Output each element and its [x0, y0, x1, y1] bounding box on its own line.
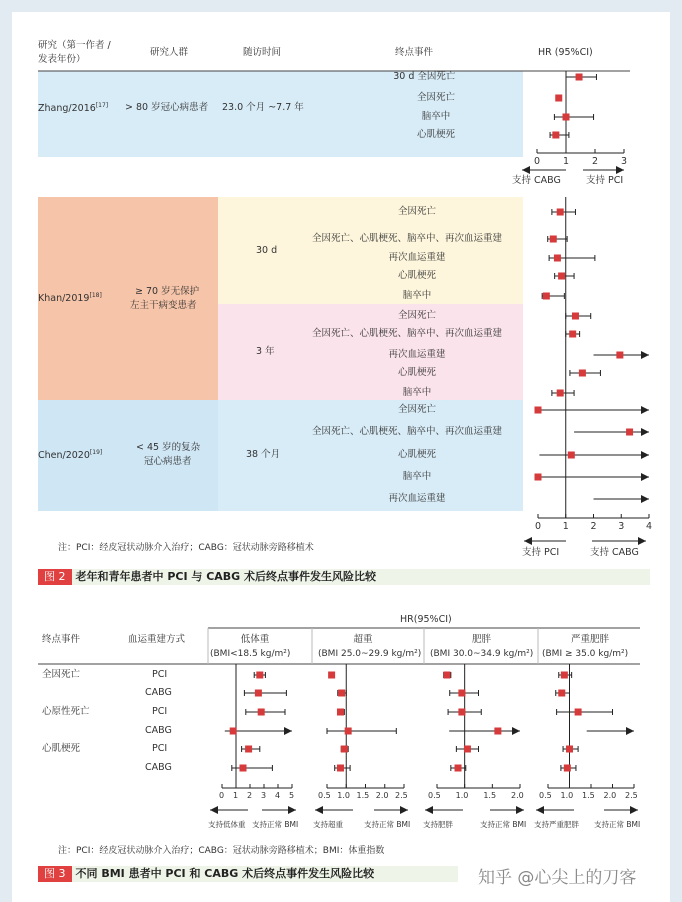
fig3-panel2-tick-label: 1.0: [455, 791, 469, 800]
fig3-panel1-left-arrow: [315, 806, 323, 814]
fig3-panel1-row-point: [337, 709, 344, 716]
fig2-top-right-label: 支持 PCI: [586, 175, 624, 186]
fig3-panel2-right-arrow: [516, 806, 524, 814]
fig2-bottom-endpoint-label: 全因死亡: [398, 206, 437, 217]
fig3-panel3-right-arrow: [630, 806, 638, 814]
header-study-line2: 发表年份）: [38, 54, 86, 65]
fig2-bottom-endpoint-label: 全因死亡: [398, 404, 437, 415]
fig3-endpoint-label: 心原性死亡: [42, 706, 90, 717]
fig2-bottom-endpoint-label: 心肌梗死: [398, 449, 437, 460]
fig2-bottom-endpoint-label: 全因死亡、心肌梗死、脑卒中、再次血运重建: [312, 426, 503, 437]
fig3-method-label: CABG: [145, 725, 172, 736]
fig3-panel0-right-arrow: [288, 806, 296, 814]
followup-chen: 38 个月: [246, 449, 281, 460]
fig3-panel-right-label: 支持正常 BMI: [594, 820, 641, 829]
fig3-panel2-row-point: [458, 709, 465, 716]
fig3-panel3-tick-label: 2.0: [603, 791, 617, 800]
fig3-panel3-row-point: [575, 709, 582, 716]
fig3-panel-range: (BMI 25.0~29.9 kg/m²): [318, 649, 422, 659]
fig3-panel2-tick-label: 0.5: [428, 791, 441, 800]
fig2-bottom-tick-label: 2: [590, 521, 597, 532]
fig3-panel1-tick-label: 0.5: [318, 791, 331, 800]
fig2-bottom-tick-label: 3: [618, 521, 625, 532]
fig3-panel0-tick-label: 4: [275, 791, 281, 800]
fig3-panel0-tick-label: 2: [247, 791, 253, 800]
fig3-panel0-tick-label: 5: [289, 791, 295, 800]
fig2-top-tick-label: 2: [592, 156, 599, 167]
fig3-panel-range: (BMI<18.5 kg/m²): [210, 649, 291, 659]
fig3-panel0-left-arrow: [210, 806, 218, 814]
figure3-col-endpoint: 终点事件: [42, 634, 81, 645]
population-zhang: > 80 岁冠心病患者: [125, 102, 209, 113]
fig2-bottom-endpoint-label: 心肌梗死: [398, 367, 437, 378]
fig3-panel1-right-arrow: [400, 806, 408, 814]
fig3-panel1-row-point: [337, 765, 344, 772]
fig3-panel2-row-arrow: [512, 727, 520, 735]
fig3-panel2-row-point: [455, 765, 462, 772]
study-khan: Khan/2019[18]: [38, 292, 102, 305]
fig3-method-label: PCI: [152, 669, 168, 680]
study-zhang: Zhang/2016[17]: [38, 102, 109, 115]
fig2-bottom-tick-label: 1: [562, 521, 569, 532]
header-followup: 随访时间: [243, 47, 282, 58]
fig3-panel-title: 超重: [353, 634, 373, 645]
fig3-panel0-row-arrow: [284, 727, 292, 735]
fig3-panel1-tick-label: 2.0: [375, 791, 389, 800]
fig3-panel2-left-arrow: [425, 806, 433, 814]
fig3-method-label: PCI: [152, 743, 168, 754]
fig3-panel1-tick-label: 1.0: [337, 791, 350, 800]
fig3-panel2-tick-label: 1.5: [483, 791, 497, 800]
fig3-panel0-row-point: [230, 728, 237, 735]
fig3-panel1-tick-label: 2.5: [395, 791, 408, 800]
fig3-method-label: CABG: [145, 762, 172, 773]
fig2-bottom-endpoint-label: 全因死亡: [398, 310, 437, 321]
fig3-panel-range: (BMI 30.0~34.9 kg/m²): [430, 649, 534, 659]
fig2-bottom-endpoint-label: 脑卒中: [402, 387, 432, 398]
fig3-panel0-tick-label: 0: [219, 791, 225, 800]
fig2-bottom-endpoint-label: 全因死亡、心肌梗死、脑卒中、再次血运重建: [312, 328, 503, 339]
fig3-panel-right-label: 支持正常 BMI: [480, 820, 527, 829]
fig3-panel3-row-point: [566, 746, 573, 753]
fig3-panel0-tick-label: 3: [261, 791, 267, 800]
population-chen-line2: 冠心病患者: [144, 456, 192, 467]
fig3-panel3-tick-label: 2.5: [625, 791, 638, 800]
fig3-panel1-row-point: [328, 672, 335, 679]
figure3-caption-text: 不同 BMI 患者中 PCI 和 CABG 术后终点事件发生风险比较: [75, 867, 375, 880]
watermark: 知乎 @心尖上的刀客: [478, 868, 637, 888]
figure2-caption-text: 老年和青年患者中 PCI 与 CABG 术后终点事件发生风险比较: [75, 570, 377, 583]
fig3-panel0-row-point: [258, 709, 265, 716]
fig3-panel3-row-arrow: [626, 727, 634, 735]
figure2-note: 注：PCI：经皮冠状动脉介入治疗；CABG：冠状动脉旁路移植术: [58, 543, 314, 553]
fig2-top-left-label: 支持 CABG: [512, 175, 561, 186]
fig2-top-tick-label: 1: [563, 156, 570, 167]
fig3-panel-left-label: 支持低体重: [208, 820, 246, 829]
figure2-caption-tag: 图 2: [38, 569, 72, 585]
fig2-bottom-endpoint-label: 再次血运重建: [388, 349, 446, 360]
fig2-bottom-endpoint-label: 心肌梗死: [398, 270, 437, 281]
fig3-panel2-row-point: [494, 728, 501, 735]
fig3-panel1-row-point: [345, 728, 352, 735]
fig3-panel3-tick-label: 1.5: [582, 791, 595, 800]
fig3-panel-range: (BMI ≥ 35.0 kg/m²): [542, 649, 629, 659]
fig3-panel2-tick-label: 2.0: [511, 791, 524, 800]
fig3-panel-right-label: 支持正常 BMI: [364, 820, 411, 829]
fig3-panel0-row-point: [255, 690, 262, 697]
followup-khan-30d: 30 d: [256, 245, 278, 256]
fig3-panel-title: 肥胖: [472, 634, 492, 645]
fig2-bottom-endpoint-label: 脑卒中: [402, 471, 432, 482]
fig3-panel3-tick-label: 1.0: [560, 791, 574, 800]
fig3-panel3-tick-label: 0.5: [539, 791, 552, 800]
figure3-note: 注：PCI：经皮冠状动脉介入治疗；CABG：冠状动脉旁路移植术；BMI：体重指数: [58, 846, 385, 856]
fig3-panel3-row-point: [564, 765, 571, 772]
fig3-panel-title: 低体重: [240, 634, 270, 645]
fig3-panel1-tick-label: 1.5: [356, 791, 370, 800]
fig3-panel3-row-point: [558, 690, 565, 697]
population-khan-line1: ≥ 70 岁无保护: [135, 286, 200, 297]
fig2-bottom-tick-label: 0: [535, 521, 542, 532]
figure3-hr-title: HR(95%CI): [400, 614, 452, 625]
fig3-panel1-row-point: [338, 690, 345, 697]
fig2-top-endpoint-label: 脑卒中: [421, 111, 451, 122]
fig3-panel0-row-point: [245, 746, 252, 753]
header-population: 研究人群: [150, 47, 189, 58]
followup-zhang: 23.0 个月 ~7.7 年: [222, 102, 304, 113]
fig3-panel0-row-point: [256, 672, 263, 679]
figure3-caption: [38, 866, 458, 882]
fig3-panel-title: 严重肥胖: [571, 634, 610, 645]
population-khan-line2: 左主干病变患者: [130, 300, 197, 311]
fig3-panel-left-label: 支持严重肥胖: [534, 820, 579, 829]
fig2-top-tick-label: 0: [534, 156, 541, 167]
fig3-panel1-row-point: [341, 746, 348, 753]
fig3-panel2-row-point: [458, 690, 465, 697]
fig2-bottom-tick-label: 4: [646, 521, 653, 532]
fig2-bottom-endpoint-label: 再次血运重建: [388, 252, 446, 263]
header-study: 研究（第一作者 /: [38, 40, 111, 51]
fig2-top-tick-label: 3: [621, 156, 628, 167]
fig3-method-label: PCI: [152, 706, 168, 717]
population-chen-line1: < 45 岁的复杂: [136, 442, 201, 453]
fig2-bottom-left-label: 支持 PCI: [522, 547, 560, 558]
fig3-panel0-row-point: [240, 765, 247, 772]
fig3-panel2-row-point: [443, 672, 450, 679]
fig2-top-endpoint-label: 全因死亡: [417, 92, 456, 103]
fig2-top-endpoint-label: 心肌梗死: [417, 129, 456, 140]
fig3-method-label: CABG: [145, 687, 172, 698]
header-endpoint: 终点事件: [395, 47, 434, 58]
fig3-panel3-row-point: [561, 672, 568, 679]
figure3-caption-tag: 图 3: [38, 866, 72, 882]
fig2-bottom-endpoint-label: 全因死亡、心肌梗死、脑卒中、再次血运重建: [312, 233, 503, 244]
fig3-panel3-left-arrow: [536, 806, 544, 814]
fig3-panel-left-label: 支持肥胖: [423, 820, 453, 829]
fig3-endpoint-label: 心肌梗死: [42, 743, 81, 754]
fig3-panel-left-label: 支持超重: [313, 820, 343, 829]
fig3-panel-right-label: 支持正常 BMI: [252, 820, 299, 829]
fig2-bottom-right-label: 支持 CABG: [590, 547, 639, 558]
fig3-endpoint-label: 全因死亡: [42, 669, 81, 680]
fig3-panel0-tick-label: 1: [233, 791, 239, 800]
fig2-top-endpoint-label: 30 d 全因死亡: [393, 71, 456, 82]
fig2-bottom-endpoint-label: 脑卒中: [402, 290, 432, 301]
fig3-panel2-row-point: [464, 746, 471, 753]
followup-khan-3y: 3 年: [256, 346, 275, 357]
study-chen: Chen/2020[19]: [38, 449, 103, 462]
header-hr: HR (95%CI): [538, 47, 593, 58]
fig2-bottom-endpoint-label: 再次血运重建: [388, 493, 446, 504]
figure3-col-method: 血运重建方式: [128, 634, 186, 645]
